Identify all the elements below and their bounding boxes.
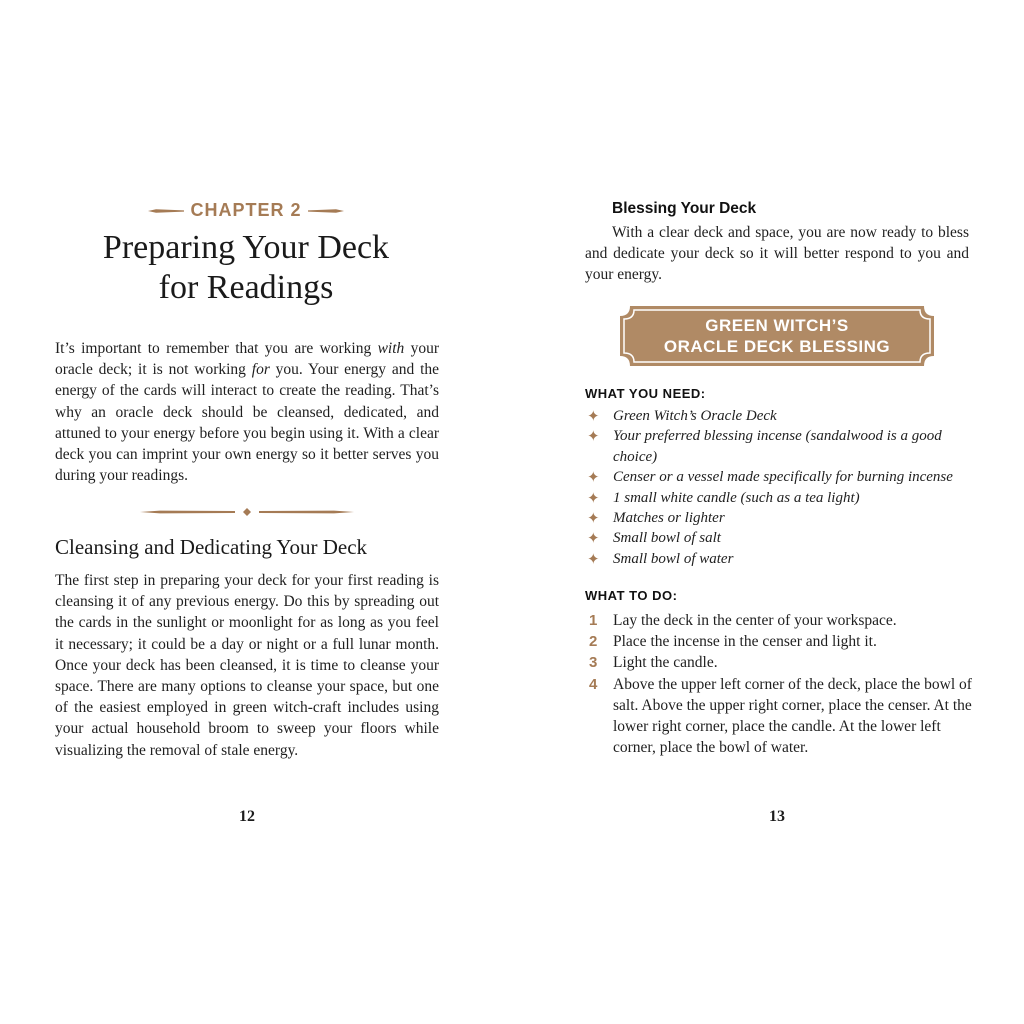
- list-item: [585, 674, 985, 759]
- list-item: [585, 467, 985, 487]
- four-point-star-icon: ✦: [587, 407, 600, 425]
- step-text: Lay the deck in the center of your workspace.: [613, 612, 897, 629]
- what-to-do-heading: WHAT TO DO:: [585, 588, 678, 603]
- intro-emphasis-with: with: [377, 340, 405, 357]
- flourish-left-icon: [148, 208, 184, 214]
- page-number: 13: [769, 808, 785, 825]
- need-text: Your preferred blessing incense (sandalwood is a good choice): [613, 428, 942, 465]
- spell-title-banner: [620, 306, 934, 366]
- four-point-star-icon: ✦: [587, 509, 600, 528]
- step-number: 1: [589, 612, 598, 629]
- intro-text-1: It’s important to remember that you are working: [55, 340, 378, 357]
- blessing-paragraph-text: With a clear deck and space, you are now ready to bless and dedicate your deck so it will better respond to you and your energy.: [585, 224, 969, 284]
- needs-list: [585, 406, 985, 569]
- flourish-right-icon: [308, 208, 344, 214]
- chapter-title: [0, 228, 492, 308]
- step-number: 4: [589, 675, 598, 693]
- list-item: [585, 406, 985, 426]
- blessing-paragraph: [585, 222, 969, 286]
- step-number: 3: [589, 654, 598, 672]
- chapter-label-text: CHAPTER 2: [190, 200, 302, 220]
- intro-emphasis-for: for: [251, 361, 270, 379]
- step-text: Place the incense in the censer and light it.: [613, 633, 877, 651]
- list-item: [585, 631, 985, 652]
- page-number: 12: [239, 808, 255, 825]
- list-item: [585, 610, 985, 631]
- four-point-star-icon: ✦: [587, 529, 600, 548]
- list-item: [585, 488, 985, 508]
- list-item: [585, 549, 985, 569]
- four-point-star-icon: ✦: [587, 488, 600, 507]
- list-item: [585, 652, 985, 673]
- section-heading: Cleansing and Dedicating Your Deck: [55, 535, 368, 559]
- chapter-title-line2: for Readings: [158, 269, 334, 306]
- list-item: [585, 528, 985, 548]
- blessing-heading: Blessing Your Deck: [612, 200, 757, 217]
- step-text: Above the upper left corner of the deck, place the bowl of salt. Above the upper right corner, place the censer. At the lower right corner, place the candle. At the lower left corner, place the bowl of water.: [613, 675, 972, 757]
- need-text: Small bowl of salt: [613, 530, 721, 547]
- ornament-divider-icon: [140, 505, 354, 517]
- list-item: [585, 426, 985, 467]
- need-text: 1 small white candle (such as a tea light): [613, 489, 860, 506]
- right-page: [512, 0, 1024, 1024]
- four-point-star-icon: ✦: [587, 468, 600, 487]
- need-text: Small bowl of water: [613, 550, 734, 567]
- intro-text-2: your oracle deck; it is not working: [55, 340, 439, 379]
- four-point-star-icon: ✦: [587, 549, 600, 568]
- chapter-label: [0, 200, 492, 221]
- steps-list: [585, 610, 985, 758]
- need-text: Censer or a vessel made specifically for burning incense: [613, 469, 953, 486]
- need-text: Green Witch’s Oracle Deck: [613, 408, 777, 424]
- banner-text: [620, 315, 934, 357]
- what-you-need-heading: WHAT YOU NEED:: [585, 386, 706, 401]
- list-item: [585, 508, 985, 528]
- need-text: Matches or lighter: [613, 510, 725, 527]
- banner-line2: ORACLE DECK BLESSING: [663, 337, 891, 356]
- four-point-star-icon: ✦: [587, 427, 600, 446]
- chapter-title-line1: Preparing Your Deck: [102, 229, 390, 266]
- section-paragraph: The first step in preparing your deck for your first reading is cleansing it of any previous energy. Do this by spreading out the cards in the sunlight or moonlight for as long as you feel it necessary; it could be a day or night or a full lunar month. Once your deck has been cleansed, it is time to cleanse your space. There are many options to cleanse your space, but one of the easiest employed in green witch-craft includes using your actual household broom to sweep your floors while visualizing the removal of stale energy.: [55, 572, 439, 759]
- step-number: 2: [589, 633, 598, 651]
- step-text: Light the candle.: [613, 654, 718, 672]
- intro-text-3: you. Your energy and the energy of the cards will interact to create the reading. That’s why an oracle deck should be cleansed, dedicated, and attuned to your energy before you begin using it. With a clear deck you can imprint your own energy so it better serves you during your readings.: [55, 361, 440, 485]
- intro-paragraph: [55, 338, 439, 486]
- banner-line1: GREEN WITCH’S: [705, 316, 849, 335]
